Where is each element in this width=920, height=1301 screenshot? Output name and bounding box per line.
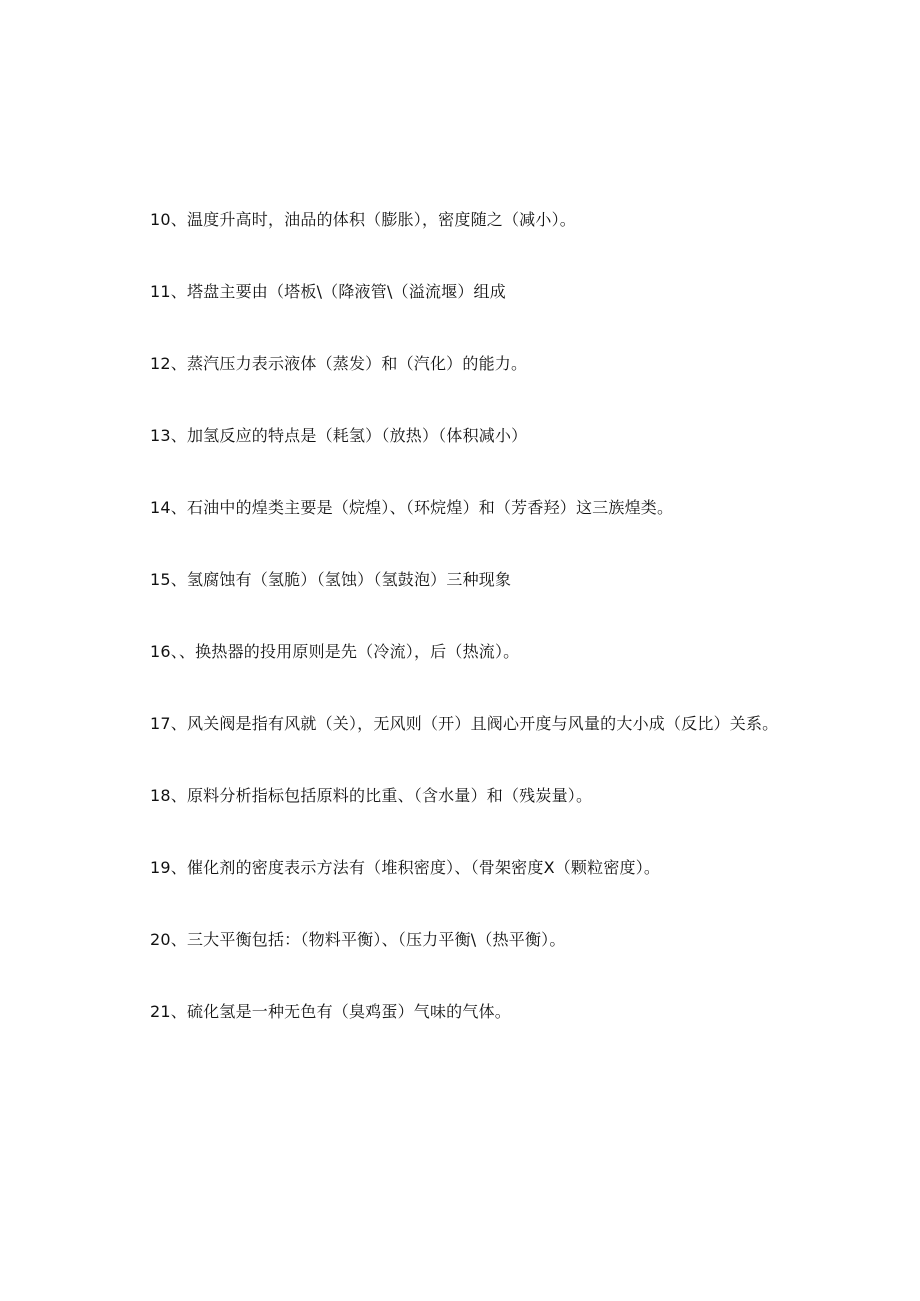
item-text: 氢腐蚀有（氢脆）（氢蚀）（氢鼓泡）三种现象 xyxy=(186,570,512,589)
item-number: 20、 xyxy=(150,930,187,949)
item-number: 15、 xyxy=(150,570,187,589)
item-number: 14、 xyxy=(150,498,187,517)
item-text: 、换热器的投用原则是先（冷流），后（热流）。 xyxy=(178,642,520,661)
item-text: 催化剂的密度表示方法有（堆积密度）、（骨架密度X（颗粒密度）。 xyxy=(186,858,661,877)
list-item xyxy=(115,853,795,883)
item-number: 21、 xyxy=(150,1002,187,1021)
item-text: 原料分析指标包括原料的比重、（含水量）和（残炭量）。 xyxy=(186,786,593,805)
item-text: 硫化氢是一种无色有（臭鸡蛋）气味的气体。 xyxy=(186,1002,511,1021)
item-text: 三大平衡包括：（物料平衡）、（压力平衡\（热平衡）。 xyxy=(186,930,566,949)
list-item xyxy=(115,493,795,523)
question-list xyxy=(115,205,795,1069)
item-number: 10、 xyxy=(150,210,187,229)
list-item xyxy=(115,997,795,1027)
list-item xyxy=(115,349,795,379)
item-text: 风关阀是指有风就（关），无风则（开）且阀心开度与风量的大小成（反比）关系。 xyxy=(186,714,779,733)
item-number: 16、 xyxy=(150,642,179,661)
list-item xyxy=(115,421,795,451)
item-text: 温度升高时，油品的体积（膨胀），密度随之（减小）。 xyxy=(186,210,576,229)
list-item xyxy=(115,781,795,811)
list-item xyxy=(115,565,795,595)
item-number: 17、 xyxy=(150,714,187,733)
item-number: 13、 xyxy=(150,426,187,445)
list-item xyxy=(115,709,795,739)
list-item xyxy=(115,277,795,307)
list-item xyxy=(115,205,795,235)
list-item xyxy=(115,925,795,955)
item-number: 19、 xyxy=(150,858,187,877)
item-text: 蒸汽压力表示液体（蒸发）和（汽化）的能力。 xyxy=(186,354,528,373)
item-number: 12、 xyxy=(150,354,187,373)
item-number: 11、 xyxy=(150,282,187,301)
item-number: 18、 xyxy=(150,786,187,805)
list-item xyxy=(115,637,795,667)
item-text: 塔盘主要由（塔板\（降液管\（溢流堰）组成 xyxy=(186,282,506,301)
item-text: 加氢反应的特点是（耗氢）（放热）（体积减小） xyxy=(186,426,528,445)
item-text: 石油中的煌类主要是（烷煌）、（环烷煌）和（芳香羟）这三族煌类。 xyxy=(186,498,674,517)
